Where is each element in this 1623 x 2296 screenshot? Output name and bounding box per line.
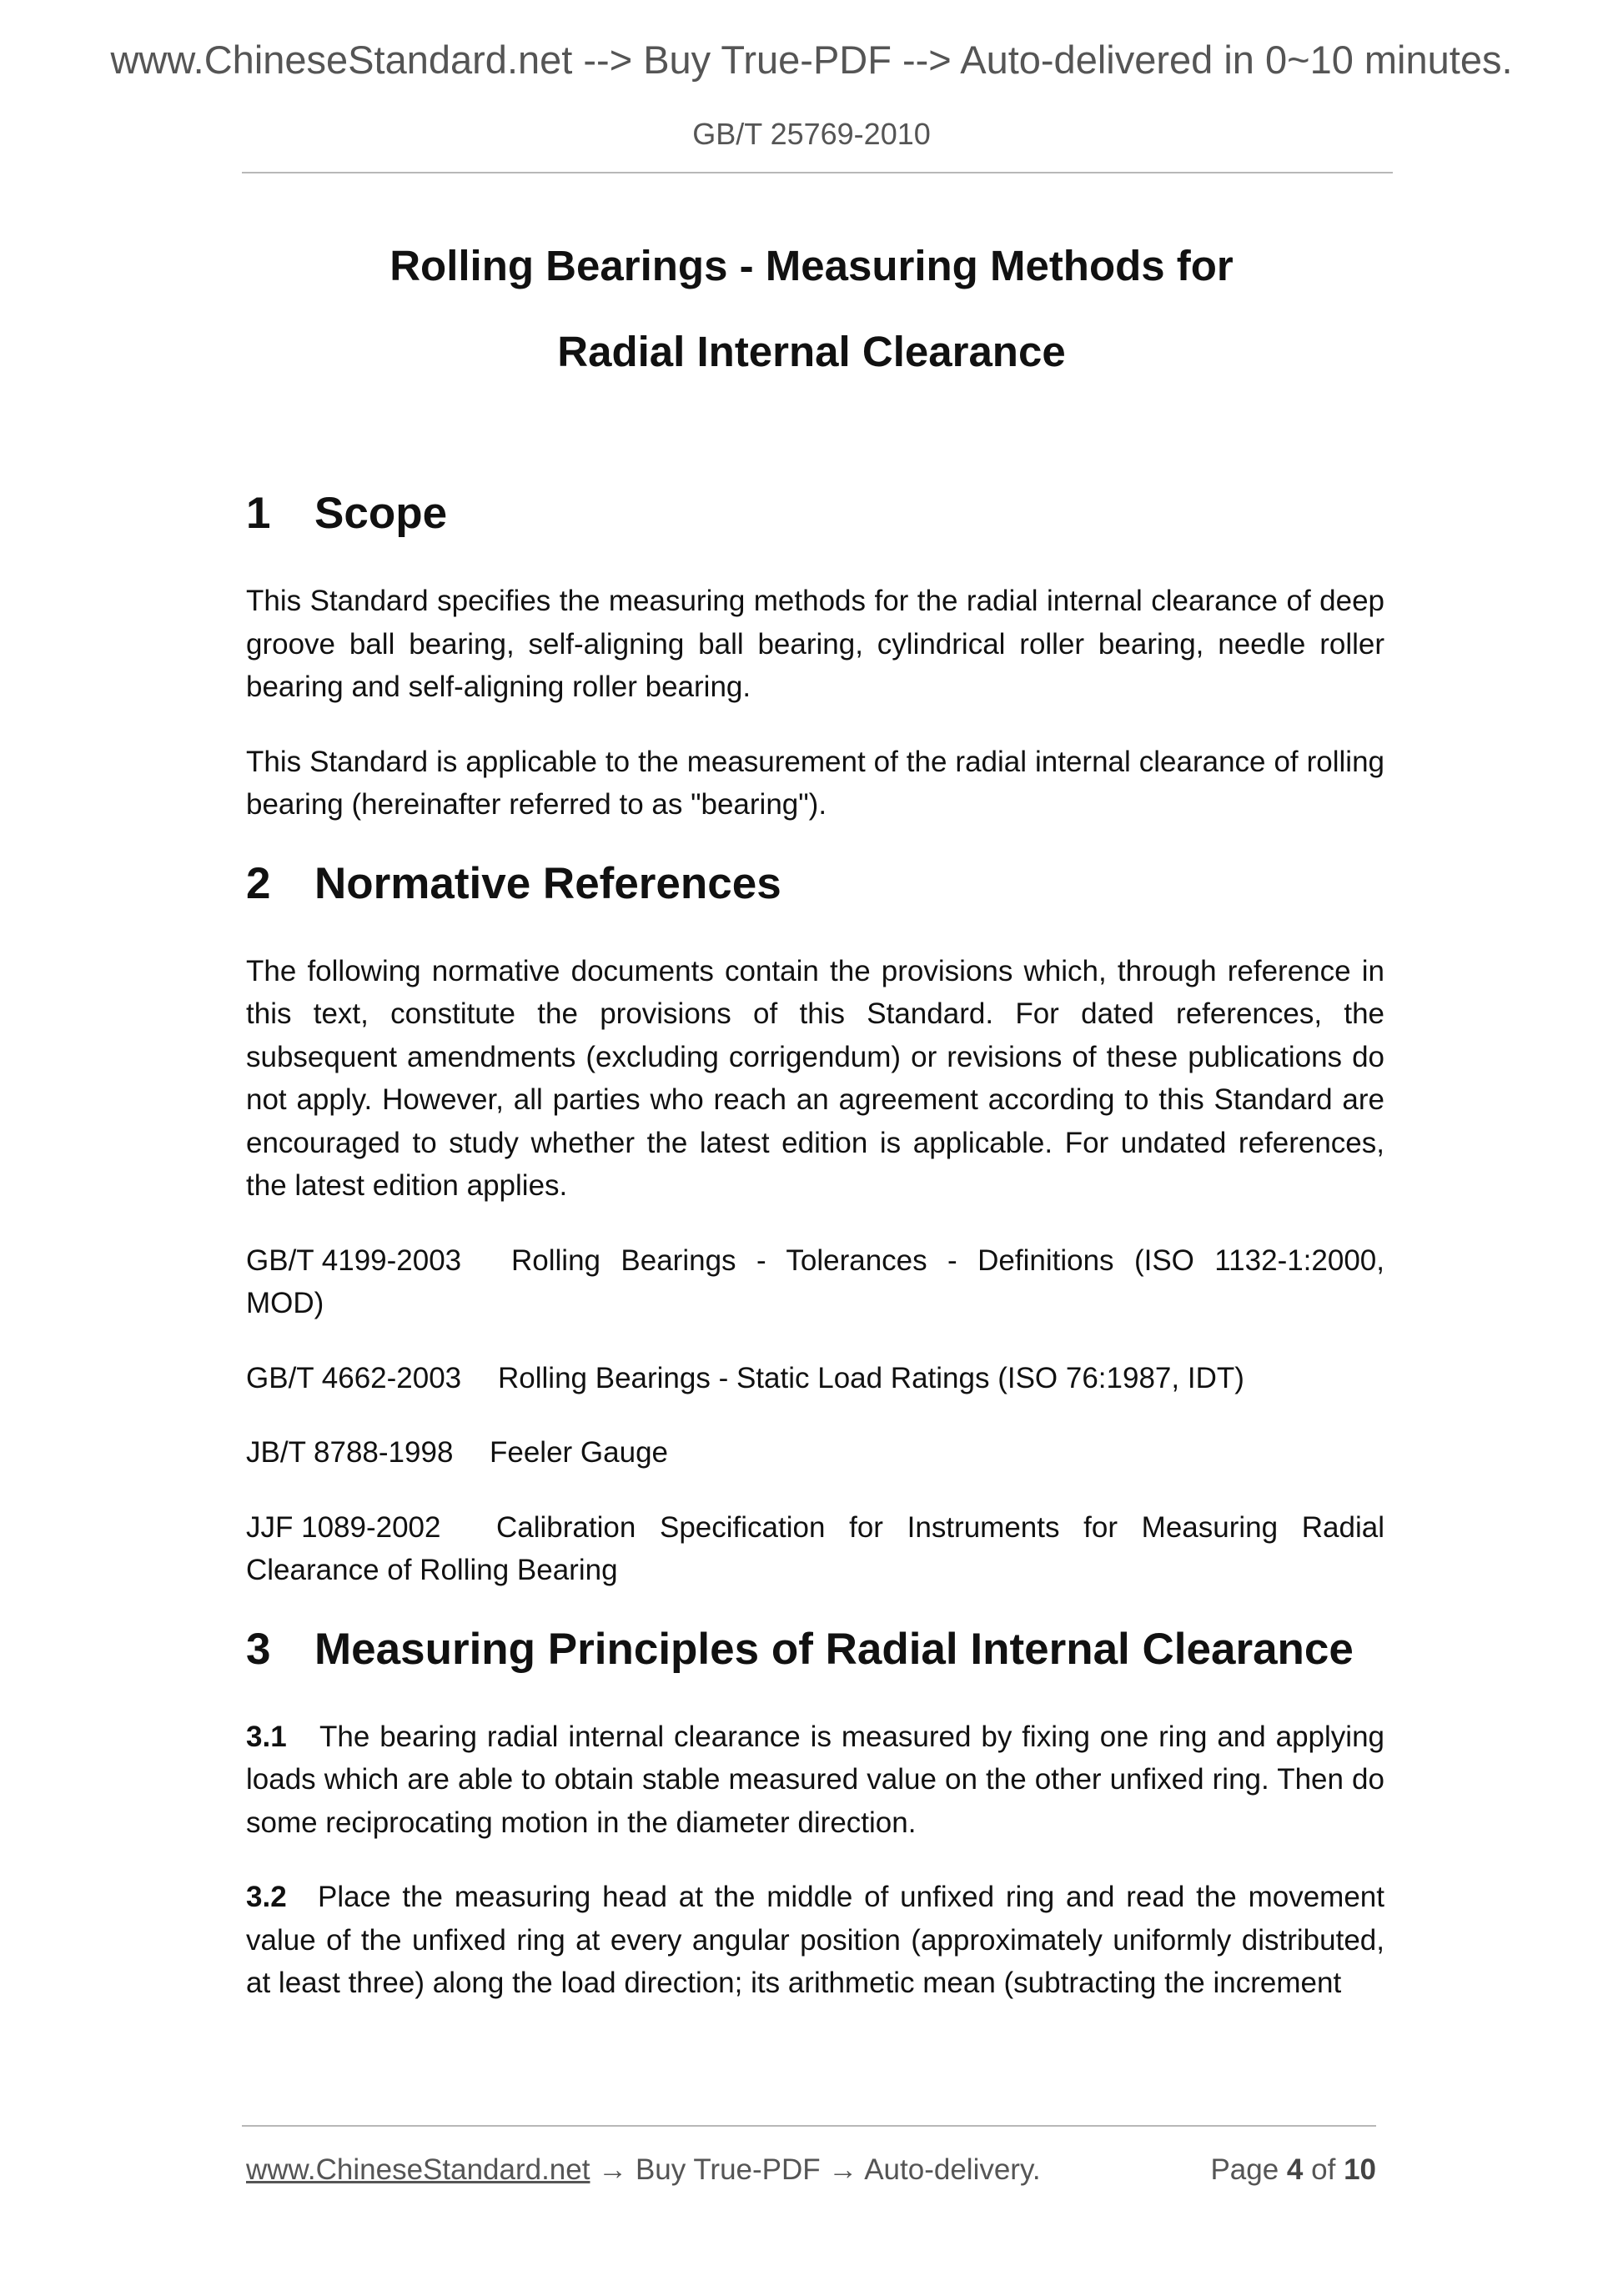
clause-3-1 [246,1716,1384,1845]
standard-code: GB/T 25769-2010 [692,117,931,151]
document-body [246,486,1384,2005]
top-banner: www.ChineseStandard.net --> Buy True-PDF --> Auto-delivered in 0~10 minutes. [110,38,1513,82]
reference-item [246,1431,1384,1475]
clause-text: The bearing radial internal clearance is measured by fixing one ring and applying loads which are able to obtain stable measured value on the other unfixed ring. Then do some reciprocating motion in the diameter direction. [246,1720,1384,1839]
paragraph-scope-1: This Standard specifies the measuring methods for the radial internal clearance of deep groove ball bearing, self-aligning ball bearing, cylindrical roller bearing, needle roller bearing and self-aligning roller bearing. [246,585,1384,703]
arrow-icon: → [828,2153,858,2186]
page-of: of [1311,2153,1336,2186]
reference-code: GB/T 4199-2003 [246,1243,462,1277]
section-number: 2 [246,858,271,908]
arrow-icon: → [598,2153,628,2186]
reference-title: Rolling Bearings - Tolerances - Definitions (ISO 1132-1:2000, MOD) [246,1243,1384,1319]
footer-buy-text: Buy True-PDF [635,2153,821,2186]
paragraph-scope-2: This Standard is applicable to the measurement of the radial internal clearance of rolling bearing (hereinafter referred to as "bearing"). [246,745,1384,821]
footer-site-link[interactable]: www.ChineseStandard.net [246,2153,590,2186]
page-current: 4 [1286,2153,1304,2186]
reference-code: GB/T 4662-2003 [246,1361,462,1394]
page-indicator [1210,2149,1376,2191]
section-title: Normative References [314,858,781,908]
section-number: 3 [246,1624,271,1674]
reference-code: JB/T 8788-1998 [246,1436,454,1469]
reference-item [246,1239,1384,1325]
clause-3-2 [246,1876,1384,2005]
reference-title: Feeler Gauge [490,1436,669,1469]
section-heading-measuring-principles [246,1622,1384,1677]
reference-title: Calibration Specification for Instruments for Measuring Radial Clearance of Rolling Bearing [246,1510,1384,1586]
section-heading-normative-references [246,857,1384,912]
page-total: 10 [1344,2153,1376,2186]
section-title: Scope [314,489,448,538]
reference-code: JJF 1089-2002 [246,1510,441,1544]
reference-item [246,1506,1384,1592]
page-footer [246,2149,1376,2191]
header-divider [242,172,1393,173]
section-heading-scope [246,486,1384,541]
reference-title: Rolling Bearings - Static Load Ratings (ISO 76:1987, IDT) [498,1361,1244,1394]
footer-promo [246,2149,1041,2191]
section-number: 1 [246,489,271,538]
footer-divider [242,2125,1376,2127]
document-title-line-2: Radial Internal Clearance [557,328,1066,375]
clause-text: Place the measuring head at the middle of unfixed ring and read the movement value of the unfixed ring at every angular position (approximately uniformly distributed, at least three) along the load direction; its arithmetic mean (subtracting the increment [246,1881,1384,1999]
clause-number: 3.1 [246,1720,287,1753]
section-title: Measuring Principles of Radial Internal Clearance [314,1624,1354,1674]
paragraph-normative-references: The following normative documents contain the provisions which, through reference in this text, constitute the provisions of this Standard. For dated references, the subsequent amendments (excluding corrigendum) or revisions of these publications do not apply. However, all parties who reach an agreement according to this Standard are encouraged to study whether the latest edition is applicable. For undated references, the latest edition applies. [246,954,1384,1202]
footer-delivery-text: Auto-delivery. [864,2153,1041,2186]
page-label: Page [1210,2153,1279,2186]
document-title-line-1: Rolling Bearings - Measuring Methods for [389,242,1234,289]
clause-number: 3.2 [246,1881,287,1913]
reference-item [246,1357,1384,1400]
